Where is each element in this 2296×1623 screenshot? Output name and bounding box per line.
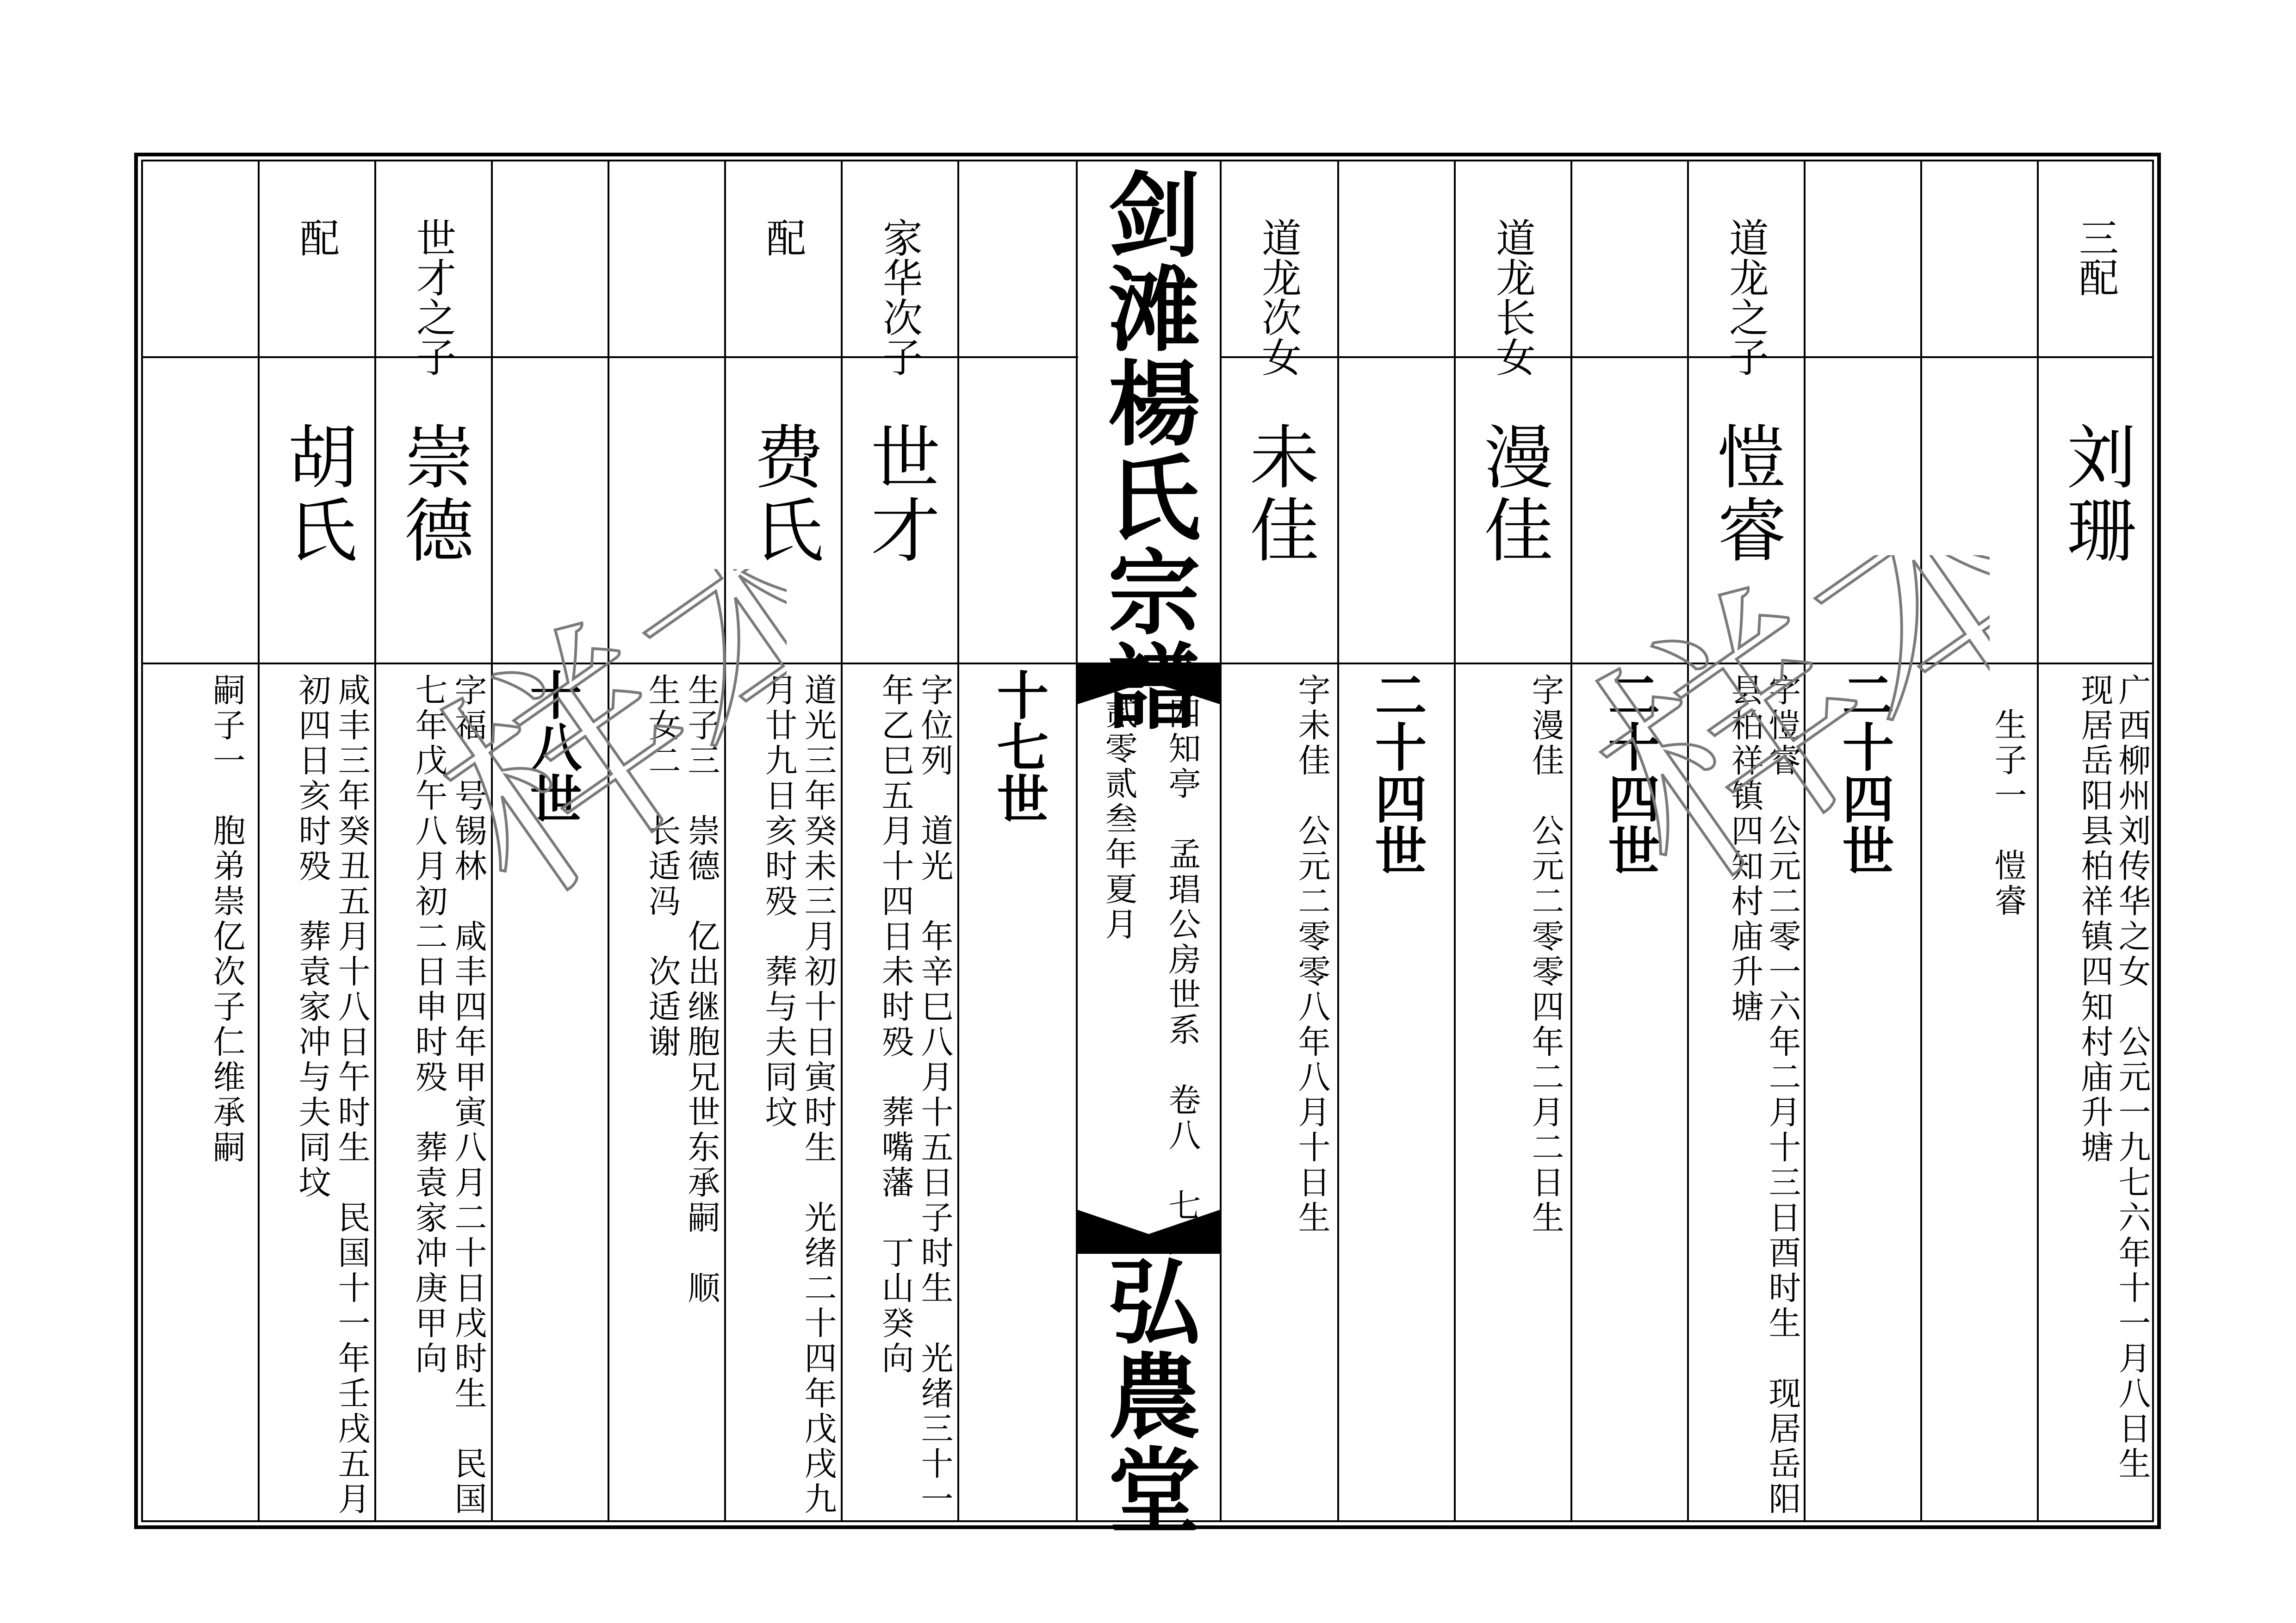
relation-label: 道龙长女: [1489, 217, 1535, 377]
stamp-char: 样本: [1542, 555, 1990, 939]
biography-line: 字漫佳 公元二零零四年二月二日生: [1527, 673, 1564, 1236]
column-rule: [491, 161, 493, 1521]
biography-line: 道光三年癸未三月初十日寅时生 光绪二十四年戊戌九: [799, 673, 837, 1517]
spine-rule-left: [1076, 161, 1078, 1521]
column-rule: [1687, 161, 1689, 1521]
heir-note: 嗣子一 胞弟崇亿次子仁维承嗣: [208, 673, 246, 1165]
column-rule: [1337, 161, 1339, 1521]
date-line: 贰零贰叁年夏月: [1100, 696, 1138, 942]
relation-label: 配: [759, 217, 806, 257]
biography-line: 咸丰三年癸丑五月十八日午时生 民国十一年壬戌五月: [333, 673, 371, 1517]
column-rule: [1454, 161, 1456, 1521]
column-rule: [1920, 161, 1922, 1521]
relation-label: 道龙之子: [1722, 217, 1769, 377]
person-name: 崇德: [392, 421, 473, 567]
column-rule: [2037, 161, 2039, 1521]
column-rule: [841, 161, 843, 1521]
stamp-char: 样本: [390, 569, 787, 949]
relation-label: 世才之子: [410, 217, 456, 377]
hall-name: 弘農堂: [1092, 1254, 1201, 1537]
column-rule: [374, 161, 376, 1521]
column-rule: [258, 161, 260, 1521]
children-note: 生子三 崇德 亿出继胞兄世东承嗣 顺: [683, 673, 720, 1306]
column-rule: [608, 161, 609, 1521]
column-rule: [1804, 161, 1806, 1521]
branch-line: 四知亭 孟琩公房世系 卷八 七九: [1163, 696, 1201, 1259]
relation-label: 配: [293, 217, 339, 257]
person-name: 费氏: [742, 421, 823, 567]
person-name: 世才: [859, 421, 939, 567]
biography-line: 七年戊午八月初二日申时殁 葬袁家冲庚甲向: [410, 673, 448, 1376]
person-name: 愷睿: [1705, 421, 1786, 567]
header-rule-left: [142, 356, 1078, 358]
relation-label: 道龙次女: [1255, 217, 1301, 377]
generation-label: 二十四世: [1834, 669, 1894, 876]
book-title: 剑滩楊氏宗譜: [1092, 167, 1201, 733]
biography-line: 月廿九日亥时殁 葬与夫同坟: [760, 673, 798, 1130]
biography-line: 广西柳州刘传华之女 公元一九七六年十一月八日生: [2113, 673, 2151, 1482]
generation-label: 二十四世: [1366, 669, 1427, 876]
column-rule: [957, 161, 959, 1521]
generation-label: 十八世: [521, 669, 582, 824]
sons-note: 生子一 愷睿: [1989, 708, 2027, 919]
biography-line: 现居岳阳县柏祥镇四知村庙升塘: [2076, 673, 2114, 1165]
biography-line: 初四日亥时殁 葬袁家冲与夫同坟: [293, 673, 331, 1201]
person-name: 刘珊: [2055, 421, 2135, 567]
relation-label: 三配: [2072, 217, 2118, 297]
children-note: 生女二 长适冯 次适谢: [643, 673, 681, 1060]
person-name: 漫佳: [1472, 421, 1552, 567]
relation-label: 家华次子: [876, 217, 922, 377]
biography-line: 县柏祥镇四知村庙升塘: [1726, 673, 1764, 1025]
biography-line: 字福 号锡林 咸丰四年甲寅八月二十日戌时生 民国: [449, 673, 487, 1517]
generation-label: 二十四世: [1600, 669, 1660, 876]
generation-label: 十七世: [988, 669, 1049, 824]
name-rule-left: [142, 663, 1078, 664]
biography-line: 字未佳 公元二零零八年八月十日生: [1293, 673, 1331, 1236]
person-name: 未佳: [1238, 421, 1318, 567]
column-rule: [724, 161, 726, 1521]
biography-line: 字愷睿 公元二零一六年二月十三日酉时生 现居岳阳: [1763, 673, 1801, 1517]
biography-line: 字位列 道光 年辛巳八月十五日子时生 光绪三十一: [916, 673, 954, 1517]
person-name: 胡氏: [276, 421, 356, 567]
spine-rule-right: [1220, 161, 1222, 1521]
biography-line: 年乙巳五月十四日未时殁 葬嘴藩 丁山癸向: [876, 673, 914, 1376]
column-rule: [1570, 161, 1572, 1521]
